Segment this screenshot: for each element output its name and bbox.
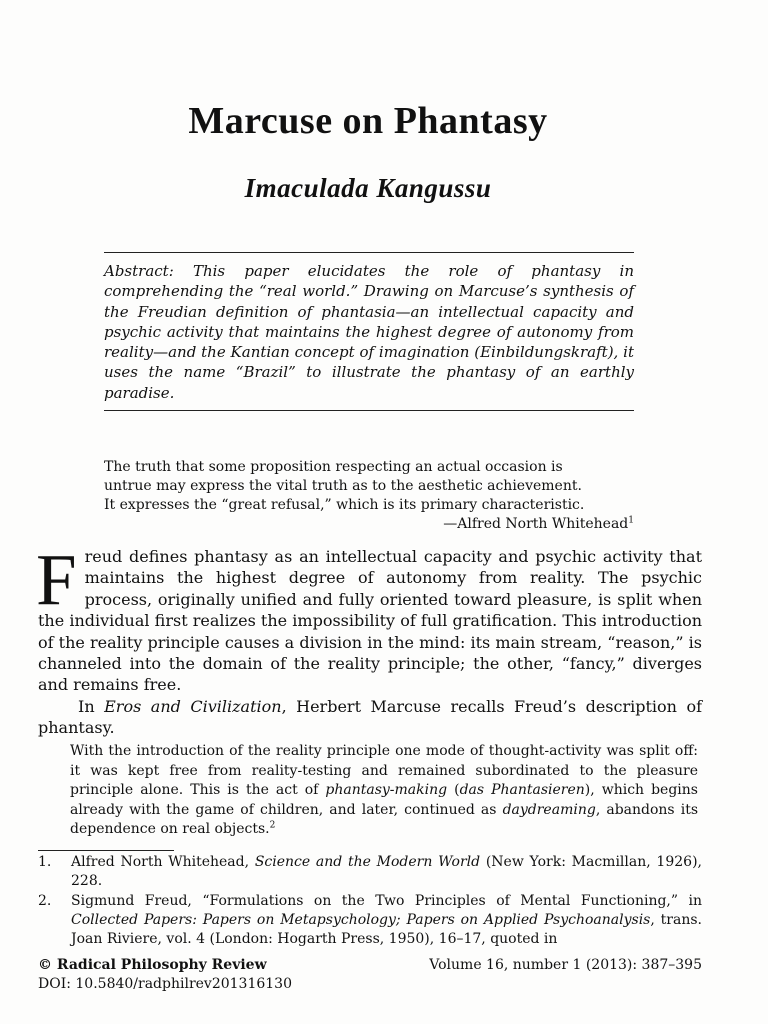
- epigraph-attribution: —Alfred North Whitehead$^1$: [443, 515, 634, 532]
- abstract-bottom-rule: [104, 410, 634, 411]
- book-title: Eros and Civilization: [104, 696, 282, 716]
- footnote-ref[interactable]: 2: [269, 820, 276, 831]
- epigraph: [104, 458, 644, 534]
- epigraph-line: It expresses the “great refusal,” which is its primary characteristic.: [104, 497, 585, 513]
- author-name: Imaculada Kangussu: [244, 173, 492, 203]
- page-footer: [38, 956, 702, 994]
- journal-name: © Radical Philosophy Review: [38, 957, 267, 973]
- epigraph-line: The truth that some proposition respecting an actual occasion is: [104, 459, 563, 475]
- article-title: Marcuse on Phantasy: [188, 100, 548, 143]
- paragraph: Freud defines phantasy as an intellectual capacity and psychic activity that maintains the highest degree of autonomy from reality. The psychic process, originally unified and fully oriented toward pleasure, is split when the individual first realizes the impossibility of full gratification. This introduction of the reality principle causes a division in the mind: its main stream, “reason,” is channeled into the domain of the reality principle; the other, “fancy,” diverges and remains free.: [36, 539, 702, 695]
- epigraph-line: untrue may express the vital truth as to the aesthetic achievement.: [104, 478, 582, 494]
- footnote-rule: [38, 850, 174, 851]
- doi[interactable]: DOI: 10.5840/radphilrev201316130: [38, 976, 292, 992]
- block-quote: With the introduction of the reality principle one mode of thought-activity was split off: it was kept free from reality-testing and remained subordinated to the pleasure principle alone. This is the act of phantasy-making (das Phantasieren), which begins already with the game of children, and later, continued as daydreaming, abandons its dependence on real objects.$^2$: [70, 743, 699, 837]
- footnote: 1. Alfred North Whitehead, Science and the Modern World (New York: Macmillan, 1926), 228.: [38, 854, 702, 890]
- drop-cap: F: [36, 539, 77, 620]
- abstract-top-rule: [104, 252, 634, 253]
- footnote: 2. Sigmund Freud, “Formulations on the Two Principles of Mental Functioning,” in Collected Papers: Papers on Metapsychology; Papers on Applied Psychoanalysis, trans. Joan Riviere, vol. 4 (London: Hogarth Press, 1950), 16–17, quoted in: [38, 892, 702, 948]
- footnotes: [38, 853, 702, 949]
- footnote-ref[interactable]: 1: [628, 515, 634, 526]
- body-text: [36, 539, 703, 739]
- abstract: Abstract: This paper elucidates the role of phantasy in comprehending the “real world.” Drawing on Marcuse’s synthesis of the Freudian definition of phantasia—an intellectual capacity and psychic activity that maintains the highest degree of autonomy from reality—and the Kantian concept of imagination (Einbildungskraft), it uses the name “Brazil” to illustrate the phantasy of an earthly paradise.: [104, 262, 634, 402]
- volume-info: Volume 16, number 1 (2013): 387–395: [429, 957, 702, 973]
- paragraph: In Eros and Civilization, Herbert Marcuse recalls Freud’s description of phantasy.: [38, 696, 703, 738]
